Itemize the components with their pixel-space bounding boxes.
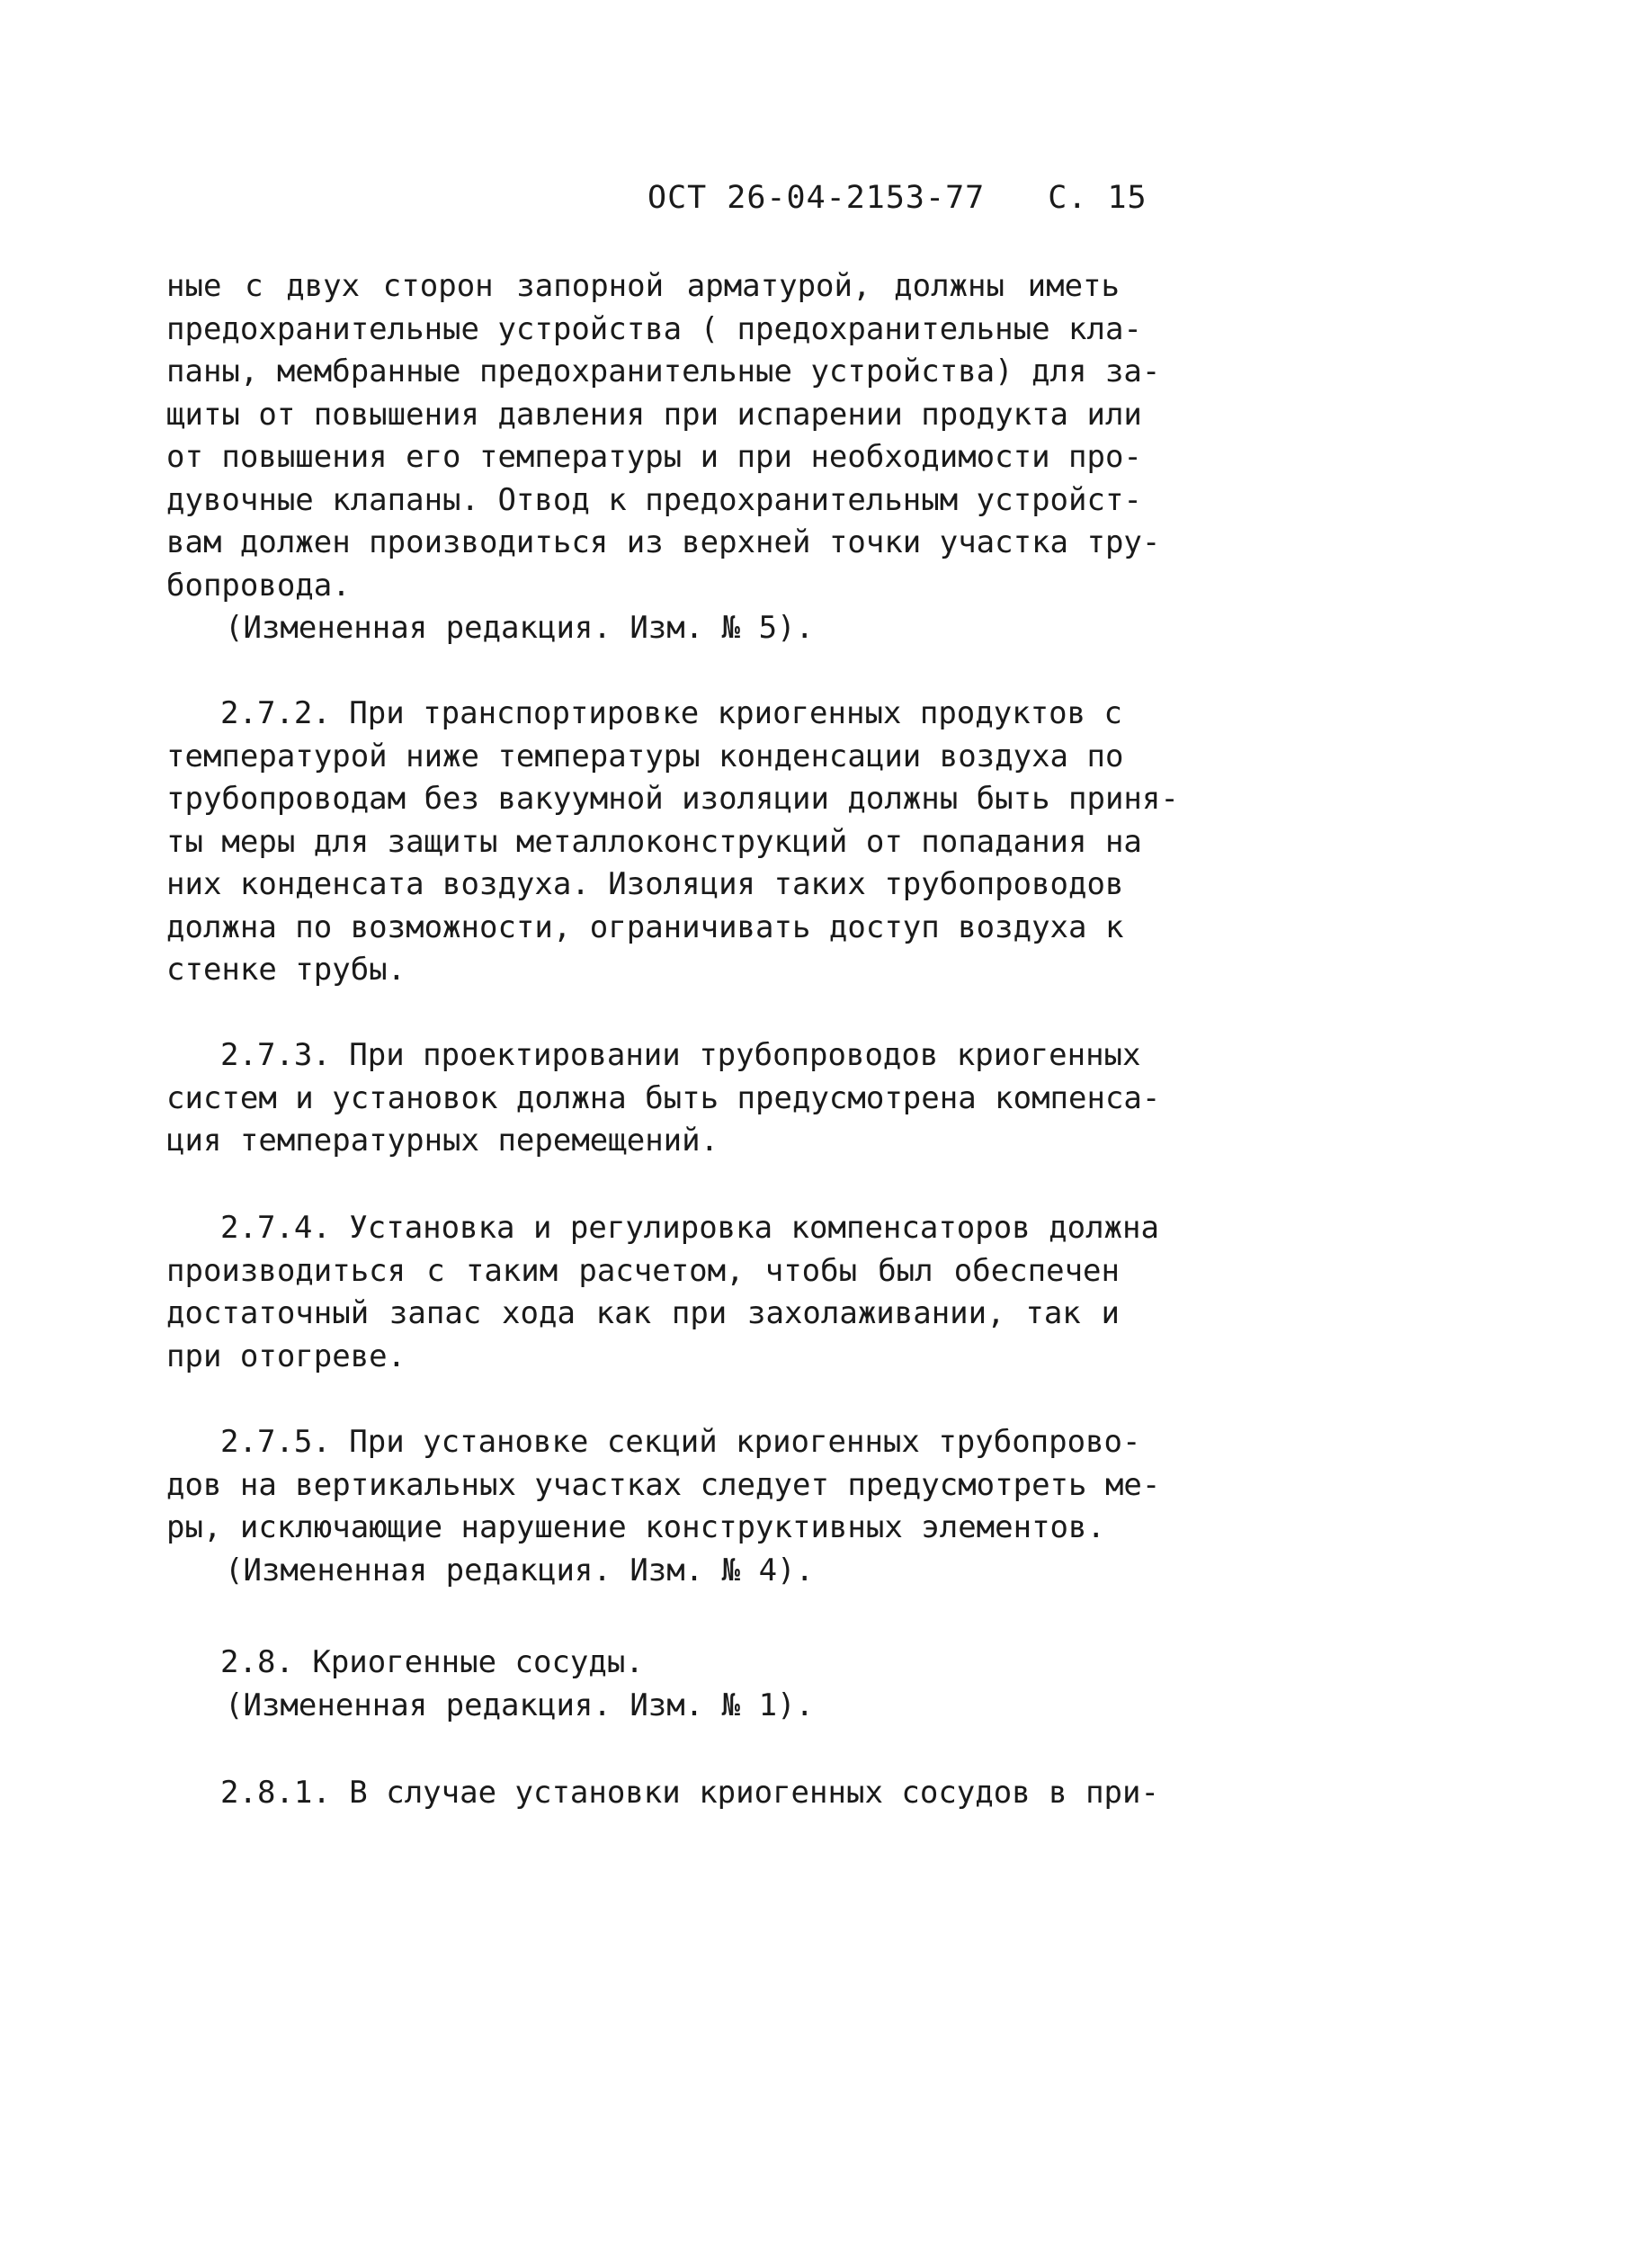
text-line: ры, исключающие нарушение конструктивных элементов.	[166, 1509, 1105, 1545]
paragraph-2-7-5	[166, 1421, 1161, 1592]
text-line: при отогреве.	[166, 1338, 406, 1374]
text-line: дувочные клапаны. Отвод к предохранительным устройст-	[166, 481, 1142, 518]
document-code: ОСТ 26-04-2153-77	[647, 180, 986, 216]
paragraph-2-7-4	[166, 1207, 1159, 1378]
text-line: вам должен производиться из верхней точки участка тру-	[166, 524, 1161, 560]
text-line: 2.7.3. При проектировании трубопроводов криогенных	[220, 1037, 1141, 1073]
revision-note: (Измененная редакция. Изм. № 4).	[225, 1552, 815, 1588]
text-line: ция температурных перемещений.	[166, 1123, 719, 1159]
paragraph-2-7-3	[166, 1034, 1161, 1163]
text-line: 2.7.5. При установке секций криогенных трубопрово-	[220, 1424, 1141, 1460]
revision-note: (Измененная редакция. Изм. № 1).	[225, 1687, 815, 1723]
page-number: С. 15	[1048, 180, 1147, 216]
text-line: производиться с таким расчетом, чтобы был обеспечен	[166, 1252, 1120, 1289]
text-line: 2.7.2. При транспортировке криогенных продуктов с	[220, 695, 1123, 731]
text-line: щиты от повышения давления при испарении продукта или	[166, 396, 1142, 433]
text-line: трубопроводам без вакуумной изоляции должны быть приня-	[166, 781, 1179, 817]
text-line: ты меры для защиты металлоконструкций от попадания на	[166, 823, 1142, 860]
text-line: дов на вертикальных участках следует предусмотреть ме-	[166, 1466, 1161, 1503]
section-2-8	[166, 1642, 1120, 1727]
text-line: них конденсата воздуха. Изоляция таких трубопроводов	[166, 866, 1124, 902]
text-line: 2.8.1. В случае установки криогенных сосудов в при-	[220, 1775, 1159, 1811]
text-line: предохранительные устройства ( предохранительные кла-	[166, 310, 1142, 347]
text-line: должна по возможности, ограничивать доступ воздуха к	[166, 908, 1124, 945]
text-line: бопровода.	[166, 567, 351, 604]
paragraph-2-8-1	[166, 1772, 1159, 1815]
text-line: стенке трубы.	[166, 952, 406, 988]
section-heading: 2.8. Криогенные сосуды.	[220, 1644, 644, 1680]
text-line: ные с двух сторон запорной арматурой, должны иметь	[166, 268, 1120, 304]
text-line: 2.7.4. Установка и регулировка компенсаторов должна	[220, 1210, 1159, 1246]
text-line: паны, мембранные предохранительные устройства) для за-	[166, 353, 1161, 389]
text-line: от повышения его температуры и при необходимости про-	[166, 439, 1142, 475]
text-line: систем и установок должна быть предусмотрена компенса-	[166, 1079, 1161, 1116]
text-line: температурой ниже температуры конденсации воздуха по	[166, 738, 1124, 774]
paragraph-2-7-2	[166, 693, 1179, 992]
paragraph-continuation	[166, 265, 1161, 650]
text-line: достаточный запас хода как при захолаживании, так и	[166, 1295, 1120, 1331]
page-header	[647, 180, 1147, 216]
revision-note: (Измененная редакция. Изм. № 5).	[225, 610, 815, 646]
